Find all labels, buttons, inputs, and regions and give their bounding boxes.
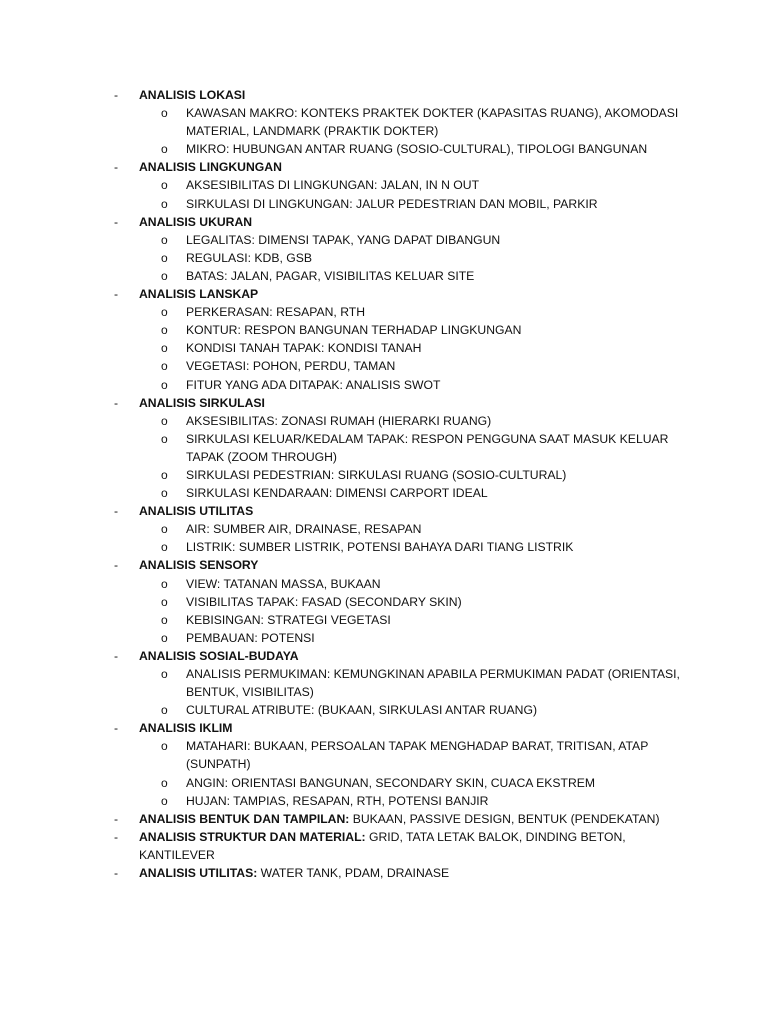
sub-item-text: REGULASI: KDB, GSB <box>186 250 312 265</box>
sub-item <box>0 701 768 719</box>
sub-item-text: PEMBAUAN: POTENSI <box>186 630 315 645</box>
sub-item-text: KONTUR: RESPON BANGUNAN TERHADAP LINGKUNGAN <box>186 323 522 338</box>
sub-item <box>0 412 768 430</box>
section-title: ANALISIS LINGKUNGAN <box>139 160 282 175</box>
outline-section <box>0 647 768 665</box>
sub-item <box>0 629 768 647</box>
sub-item <box>0 376 768 394</box>
circle-bullet-icon: o <box>161 594 168 609</box>
circle-bullet-icon: o <box>161 377 168 392</box>
outline-section <box>0 86 768 104</box>
circle-bullet-icon: o <box>161 268 168 283</box>
outline-section <box>0 719 768 737</box>
outline-section <box>0 285 768 303</box>
circle-bullet-icon: o <box>161 341 168 356</box>
sub-item <box>0 611 768 629</box>
sub-item <box>0 195 768 213</box>
sub-item <box>0 792 768 810</box>
sub-item <box>0 303 768 321</box>
sub-item <box>0 484 768 502</box>
circle-bullet-icon: o <box>161 739 168 754</box>
dash-bullet: - <box>114 648 119 663</box>
circle-bullet-icon: o <box>161 431 168 446</box>
sub-item-text: MATAHARI: BUKAAN, PERSOALAN TAPAK MENGHADAP BARAT, TRITISAN, ATAP (SUNPATH) <box>186 739 649 772</box>
sub-item-text: LEGALITAS: DIMENSI TAPAK, YANG DAPAT DIBANGUN <box>186 232 501 247</box>
sub-item <box>0 593 768 611</box>
section-title: ANALISIS SIRKULASI <box>139 395 265 410</box>
sub-item <box>0 339 768 357</box>
circle-bullet-icon: o <box>161 793 168 808</box>
sub-item-text: VIEW: TATANAN MASSA, BUKAAN <box>186 576 381 591</box>
circle-bullet-icon: o <box>161 630 168 645</box>
sub-item <box>0 249 768 267</box>
circle-bullet-icon: o <box>161 540 168 555</box>
section-inline-text: WATER TANK, PDAM, DRAINASE <box>257 866 450 881</box>
outline-section <box>0 158 768 176</box>
sub-item-text: VEGETASI: POHON, PERDU, TAMAN <box>186 359 396 374</box>
section-title: ANALISIS UKURAN <box>139 214 253 229</box>
sub-item-text: MIKRO: HUBUNGAN ANTAR RUANG (SOSIO-CULTURAL), TIPOLOGI BANGUNAN <box>186 142 648 157</box>
circle-bullet-icon: o <box>161 323 168 338</box>
circle-bullet-icon: o <box>161 196 168 211</box>
circle-bullet-icon: o <box>161 413 168 428</box>
sub-item <box>0 538 768 556</box>
section-inline-text: GRID, TATA LETAK BALOK, DINDING BETON, KANTILEVER <box>139 829 626 862</box>
section-title: ANALISIS SOSIAL-BUDAYA <box>139 648 299 663</box>
circle-bullet-icon: o <box>161 667 168 681</box>
sub-item-text: KAWASAN MAKRO: KONTEKS PRAKTEK DOKTER (KAPASITAS RUANG), AKOMODASI MATERIAL, LANDMARK (PRAKTIK DOKTER) <box>186 106 679 139</box>
dash-bullet: - <box>114 88 119 102</box>
sub-item <box>0 267 768 285</box>
circle-bullet-icon: o <box>161 305 168 320</box>
sub-item <box>0 520 768 538</box>
circle-bullet-icon: o <box>161 142 168 157</box>
dash-bullet: - <box>114 504 119 519</box>
sub-item-text: KEBISINGAN: STRATEGI VEGETASI <box>186 612 391 627</box>
sub-item-text: AIR: SUMBER AIR, DRAINASE, RESAPAN <box>186 522 422 537</box>
sub-item <box>0 357 768 375</box>
sub-item-text: PERKERASAN: RESAPAN, RTH <box>186 305 366 320</box>
sub-item-text: AKSESIBILITAS: ZONASI RUMAH (HIERARKI RUANG) <box>186 413 492 428</box>
dash-bullet: - <box>114 558 119 573</box>
dash-bullet: - <box>114 395 119 410</box>
circle-bullet-icon: o <box>161 106 168 121</box>
circle-bullet-icon: o <box>161 486 168 501</box>
sub-item <box>0 430 768 466</box>
section-title: ANALISIS LANSKAP <box>139 287 259 302</box>
sub-item-text: SIRKULASI KELUAR/KEDALAM TAPAK: RESPON PENGGUNA SAAT MASUK KELUAR TAPAK (ZOOM THROUGH) <box>186 431 669 464</box>
sub-item-text: LISTRIK: SUMBER LISTRIK, POTENSI BAHAYA DARI TIANG LISTRIK <box>186 540 574 555</box>
dash-bullet: - <box>114 721 119 736</box>
section-inline-text: BUKAAN, PASSIVE DESIGN, BENTUK (PENDEKATAN) <box>349 811 660 826</box>
sub-item-text: HUJAN: TAMPIAS, RESAPAN, RTH, POTENSI BANJIR <box>186 793 489 808</box>
section-title: ANALISIS LOKASI <box>139 88 246 102</box>
sub-item-text: AKSESIBILITAS DI LINGKUNGAN: JALAN, IN N OUT <box>186 178 480 193</box>
outline-section <box>0 213 768 231</box>
dash-bullet: - <box>114 829 119 844</box>
circle-bullet-icon: o <box>161 612 168 627</box>
sub-item <box>0 466 768 484</box>
sub-item-text: KONDISI TANAH TAPAK: KONDISI TANAH <box>186 341 422 356</box>
circle-bullet-icon: o <box>161 232 168 247</box>
sub-item <box>0 665 768 701</box>
outline-section <box>0 556 768 574</box>
sub-item-text: ANGIN: ORIENTASI BANGUNAN, SECONDARY SKIN, CUACA EKSTREM <box>186 775 596 790</box>
circle-bullet-icon: o <box>161 522 168 537</box>
sub-item-text: VISIBILITAS TAPAK: FASAD (SECONDARY SKIN) <box>186 594 462 609</box>
sub-item <box>0 321 768 339</box>
dash-bullet: - <box>114 287 119 302</box>
outline-section <box>0 502 768 520</box>
circle-bullet-icon: o <box>161 467 168 482</box>
sub-item <box>0 104 768 140</box>
outline-section <box>0 828 768 864</box>
circle-bullet-icon: o <box>161 576 168 591</box>
dash-bullet: - <box>114 811 119 826</box>
sub-item-text: SIRKULASI DI LINGKUNGAN: JALUR PEDESTRIAN DAN MOBIL, PARKIR <box>186 196 598 211</box>
sub-item-text: SIRKULASI KENDARAAN: DIMENSI CARPORT IDEAL <box>186 486 488 501</box>
circle-bullet-icon: o <box>161 775 168 790</box>
analysis-outline <box>0 86 768 882</box>
dash-bullet: - <box>114 866 119 881</box>
sub-item <box>0 575 768 593</box>
section-title: ANALISIS STRUKTUR DAN MATERIAL: <box>139 829 366 844</box>
circle-bullet-icon: o <box>161 250 168 265</box>
outline-section <box>0 864 768 882</box>
sub-item-text: BATAS: JALAN, PAGAR, VISIBILITAS KELUAR SITE <box>186 268 475 283</box>
sub-item-text: FITUR YANG ADA DITAPAK: ANALISIS SWOT <box>186 377 441 392</box>
section-title: ANALISIS BENTUK DAN TAMPILAN: <box>139 811 350 826</box>
dash-bullet: - <box>114 160 119 175</box>
sub-item-text: SIRKULASI PEDESTRIAN: SIRKULASI RUANG (SOSIO-CULTURAL) <box>186 467 567 482</box>
circle-bullet-icon: o <box>161 178 168 193</box>
dash-bullet: - <box>114 214 119 229</box>
sub-item <box>0 140 768 158</box>
section-title: ANALISIS IKLIM <box>139 721 233 736</box>
circle-bullet-icon: o <box>161 359 168 374</box>
sub-item <box>0 774 768 792</box>
section-title: ANALISIS SENSORY <box>139 558 259 573</box>
sub-item-text: ANALISIS PERMUKIMAN: KEMUNGKINAN APABILA PERMUKIMAN PADAT (ORIENTASI, BENTUK, VISIBILITAS) <box>186 667 680 700</box>
outline-section <box>0 810 768 828</box>
sub-item-text: CULTURAL ATRIBUTE: (BUKAAN, SIRKULASI ANTAR RUANG) <box>186 703 538 718</box>
sub-item <box>0 737 768 773</box>
section-title: ANALISIS UTILITAS <box>139 504 254 519</box>
section-title: ANALISIS UTILITAS: <box>139 866 258 881</box>
sub-item <box>0 176 768 194</box>
outline-section <box>0 394 768 412</box>
circle-bullet-icon: o <box>161 703 168 718</box>
sub-item <box>0 231 768 249</box>
